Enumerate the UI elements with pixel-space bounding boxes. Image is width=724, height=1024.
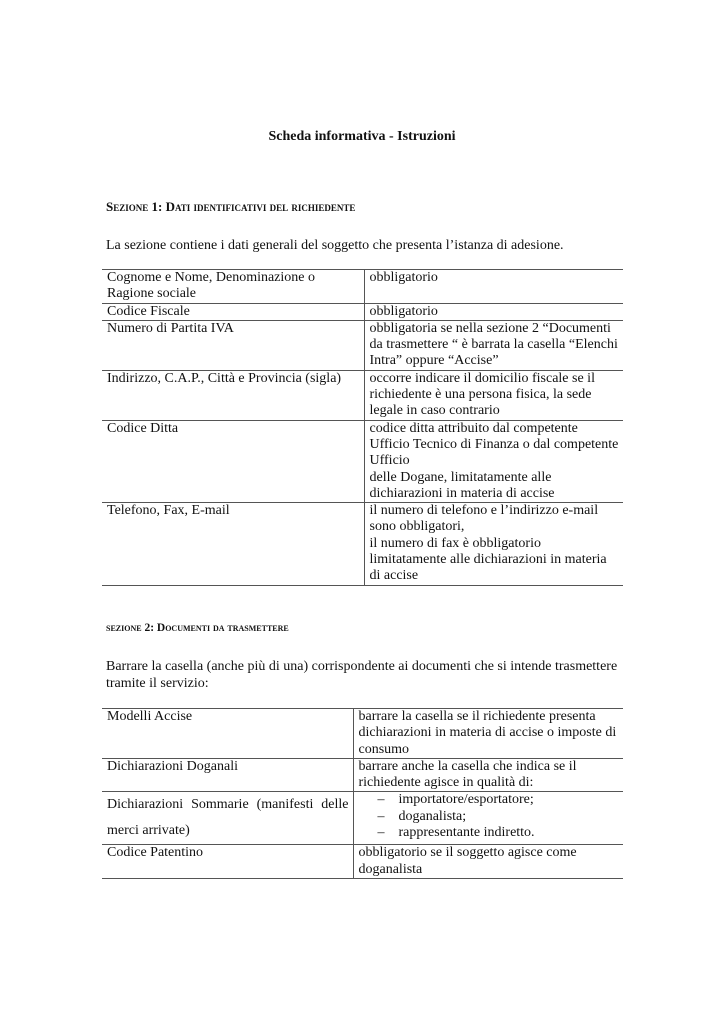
field-label: Cognome e Nome, Denominazione o Ragione sociale bbox=[102, 270, 364, 304]
field-label: Dichiarazioni Sommarie (manifesti delle merci arrivate) bbox=[102, 792, 353, 845]
page-title: Scheda informativa - Istruzioni bbox=[268, 129, 456, 144]
field-note: obbligatoria se nella sezione 2 “Documenti da trasmettere “ è barrata la casella “Elenchi Intra” oppure “Accise” bbox=[364, 320, 623, 370]
table-row bbox=[102, 503, 623, 585]
field-label: Telefono, Fax, E-mail bbox=[102, 503, 364, 585]
field-note: barrare anche la casella che indica se il richiedente agisce in qualità di: bbox=[353, 758, 623, 792]
field-label: Numero di Partita IVA bbox=[102, 320, 364, 370]
list-item bbox=[359, 809, 620, 825]
list-item-text: importatore/esportatore; bbox=[398, 792, 534, 808]
field-label: Modelli Accise bbox=[102, 709, 353, 759]
field-note: barrare la casella se il richiedente presenta dichiarazioni in materia di accise o imposte di consumo bbox=[353, 709, 623, 759]
table-row bbox=[102, 845, 623, 879]
section-1-heading: Sezione 1: Dati identificativi del richiedente bbox=[106, 199, 356, 214]
table-row bbox=[102, 758, 623, 792]
dash-bullet: – bbox=[377, 808, 385, 824]
section-2-heading: sezione 2: Documenti da trasmettere bbox=[106, 622, 289, 634]
field-note bbox=[353, 792, 623, 845]
table-row bbox=[102, 792, 623, 845]
dash-bullet: – bbox=[377, 825, 385, 841]
list-item-text: rappresentante indiretto. bbox=[398, 825, 535, 841]
field-note: codice ditta attribuito dal competente Ufficio Tecnico di Finanza o dal competente Ufficio delle Dogane, limitatamente alle dichiarazioni in materia di accise bbox=[364, 420, 623, 502]
list-item-text: doganalista; bbox=[398, 808, 467, 824]
section-2-table bbox=[102, 708, 623, 879]
table-row bbox=[102, 303, 623, 320]
table-row bbox=[102, 709, 623, 759]
field-label: Codice Ditta bbox=[102, 420, 364, 502]
role-list bbox=[359, 792, 620, 841]
section-2-intro: Barrare la casella (anche più di una) corrispondente ai documenti che si intende trasmettere tramite il servizio: bbox=[106, 659, 618, 691]
table-row bbox=[102, 270, 623, 304]
table-row bbox=[102, 420, 623, 502]
field-note: occorre indicare il domicilio fiscale se il richiedente è una persona fisica, la sede legale in caso contrario bbox=[364, 370, 623, 420]
dash-bullet: – bbox=[377, 792, 385, 808]
field-label: Indirizzo, C.A.P., Città e Provincia (sigla) bbox=[102, 370, 364, 420]
field-label: Codice Patentino bbox=[102, 845, 353, 879]
field-label: Dichiarazioni Doganali bbox=[102, 758, 353, 792]
table-row bbox=[102, 320, 623, 370]
field-label: Codice Fiscale bbox=[102, 303, 364, 320]
table-row bbox=[102, 370, 623, 420]
section-1-table bbox=[102, 269, 623, 586]
field-note: obbligatorio bbox=[364, 303, 623, 320]
field-note: il numero di telefono e l’indirizzo e-mail sono obbligatori, il numero di fax è obbligatorio limitatamente alle dichiarazioni in materia di accise bbox=[364, 503, 623, 585]
section-1-intro: La sezione contiene i dati generali del soggetto che presenta l’istanza di adesione. bbox=[106, 238, 564, 253]
field-note: obbligatorio se il soggetto agisce come doganalista bbox=[353, 845, 623, 879]
list-item bbox=[359, 792, 620, 808]
list-item bbox=[359, 825, 620, 841]
field-note: obbligatorio bbox=[364, 270, 623, 304]
